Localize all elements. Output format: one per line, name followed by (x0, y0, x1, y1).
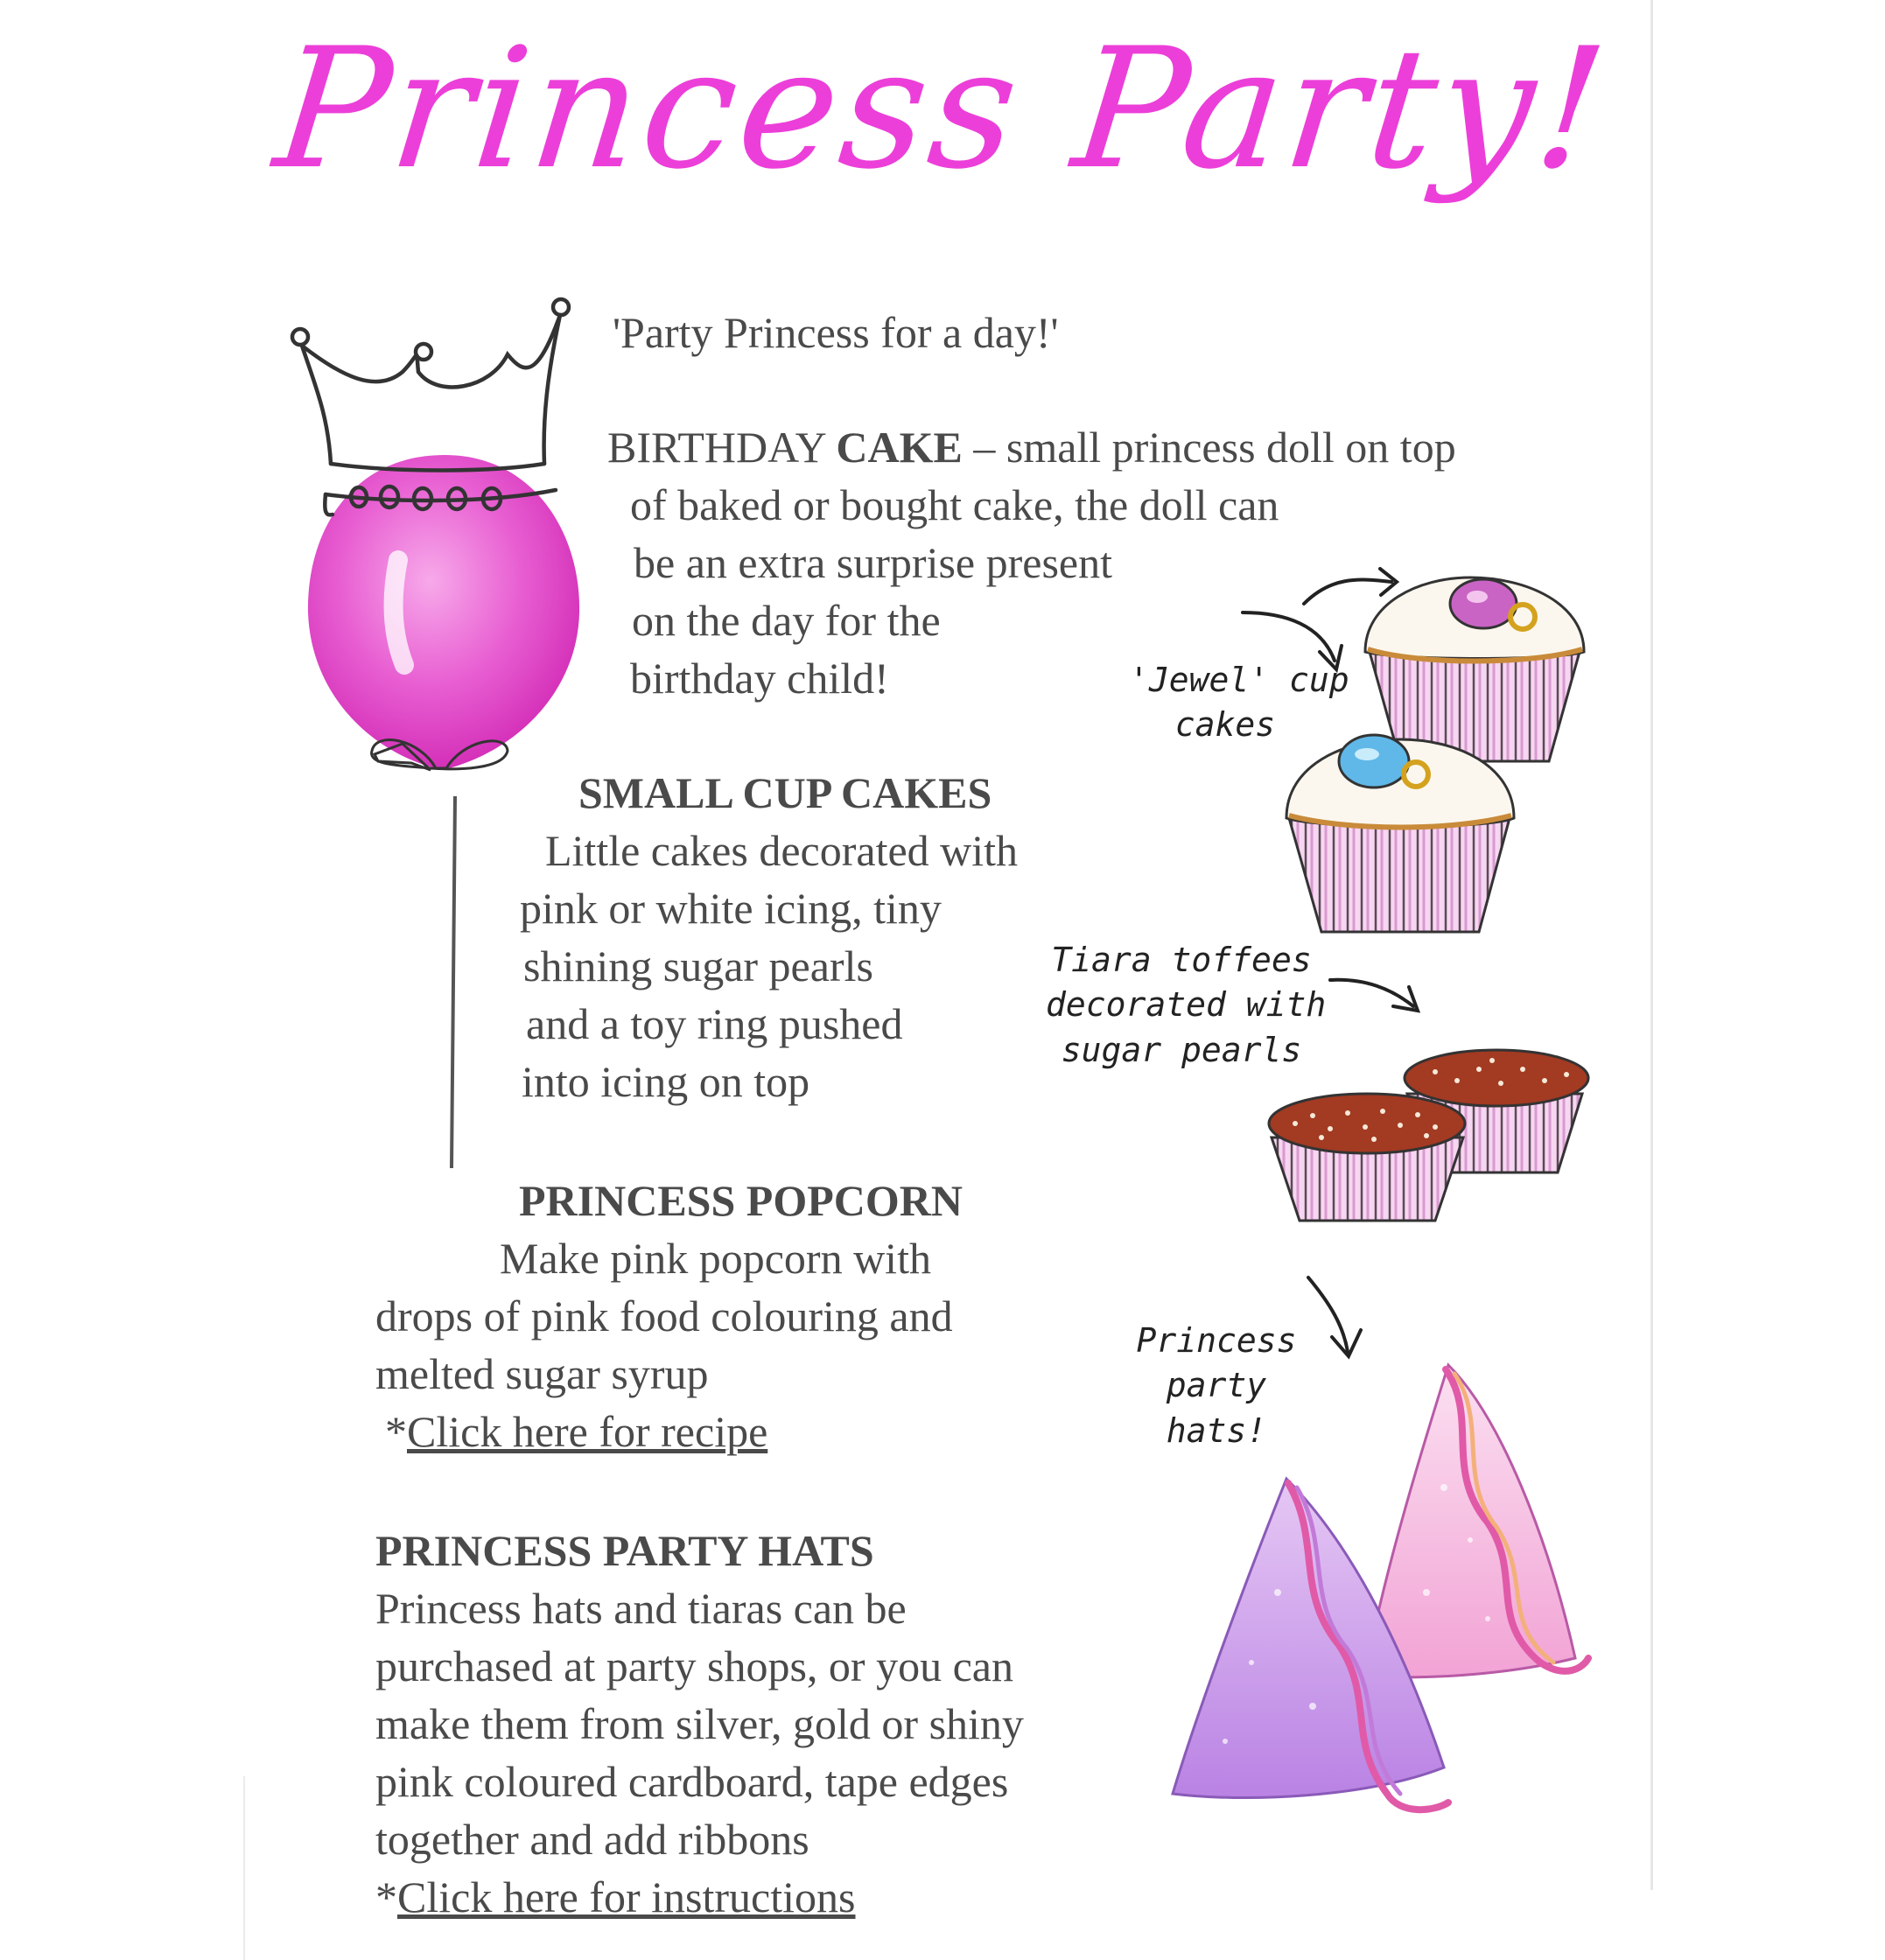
princess-party-hats-line: make them from silver, gold or shiny (375, 1699, 1024, 1748)
small-cup-cakes-line: shining sugar pearls (523, 942, 873, 990)
intro-text: 'Party Princess for a day!' (613, 308, 1059, 357)
jewel-cupcakes-caption (1129, 658, 1349, 748)
small-cup-cakes-heading: SMALL CUP CAKES (578, 768, 992, 817)
birthday-cake-heading-prefix: BIRTHDAY (607, 423, 837, 472)
caption-line: cakes (1174, 705, 1276, 745)
birthday-cake-line: – small princess doll on top (962, 423, 1456, 472)
recipe-link[interactable]: Click here for recipe (407, 1407, 768, 1456)
small-cup-cakes-line: pink or white icing, tiny (520, 884, 942, 933)
birthday-cake-line: birthday child! (630, 654, 889, 703)
link-prefix: * (375, 1872, 397, 1922)
birthday-cake-line: of baked or bought cake, the doll can (630, 480, 1279, 529)
princess-party-hats-line: purchased at party shops, or you can (375, 1642, 1013, 1690)
tiara-toffees-caption (1046, 938, 1327, 1073)
princess-party-hats-heading: PRINCESS PARTY HATS (375, 1526, 874, 1575)
princess-popcorn-line: melted sugar syrup (375, 1349, 709, 1398)
caption-line: Tiara toffees (1051, 941, 1312, 979)
princess-popcorn-line: drops of pink food colouring and (375, 1292, 953, 1340)
princess-party-hats-line: together and add ribbons (375, 1815, 809, 1864)
toffee-cupcake-illustration (1269, 1050, 1588, 1221)
princess-party-hats-line: pink coloured cardboard, tape edges (375, 1757, 1009, 1806)
birthday-cake-heading (607, 421, 1456, 473)
party-hats-caption (1125, 1319, 1308, 1453)
instructions-link-line (375, 1871, 856, 1923)
caption-line: sugar pearls (1061, 1030, 1302, 1069)
princess-party-hats-line: Princess hats and tiaras can be (375, 1584, 907, 1633)
small-cup-cakes-line: into icing on top (522, 1057, 810, 1106)
birthday-cake-heading-bold: CAKE (836, 423, 963, 472)
link-prefix: * (385, 1407, 407, 1456)
page-title: Princess Party! (267, 12, 1618, 206)
recipe-link-line (385, 1405, 767, 1458)
princess-popcorn-line: Make pink popcorn with (500, 1234, 931, 1283)
caption-line: hats! (1166, 1410, 1267, 1450)
birthday-cake-line: on the day for the (632, 596, 941, 645)
caption-line: 'Jewel' cup (1129, 661, 1349, 699)
instructions-link[interactable]: Click here for instructions (397, 1872, 856, 1922)
small-cup-cakes-line: Little cakes decorated with (545, 826, 1019, 875)
caption-line: party (1166, 1366, 1267, 1405)
princess-popcorn-heading: PRINCESS POPCORN (519, 1176, 963, 1225)
jewel-cupcake-illustration (1286, 578, 1584, 932)
birthday-cake-line: be an extra surprise present (634, 538, 1112, 587)
small-cup-cakes-line: and a toy ring pushed (526, 999, 903, 1048)
caption-line: decorated with (1046, 985, 1327, 1025)
caption-line: Princess (1136, 1321, 1297, 1360)
